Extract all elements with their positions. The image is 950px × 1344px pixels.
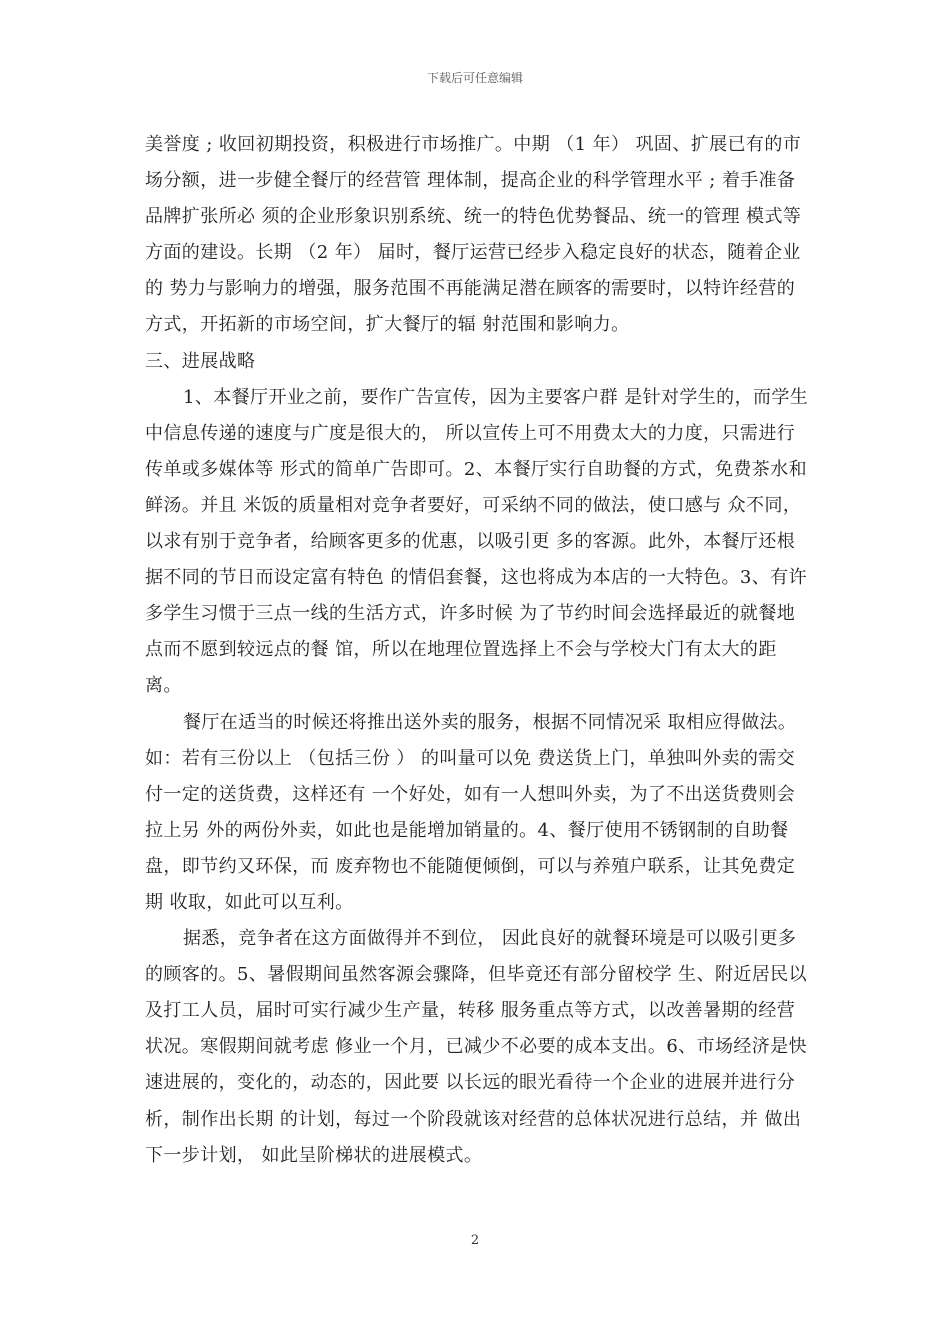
document-body bbox=[145, 127, 813, 1174]
section-heading: 三、进展战略 bbox=[145, 350, 256, 372]
paragraph-2: 1、本餐厅开业之前，要作广告宣传，因为主要客户群 是针对学生的，而学生中信息传递的速度与广度是很大的， 所以宣传上可不用费太大的力度，只需进行传单或多媒体等 形式的简单广告即可。2、本餐厅实行自助餐的方式，免费茶水和鲜汤。并且 米饭的质量相对竞争者要好，可采纳不同的做法，使口感与 众不同，以求有别于竞争者，给顾客更多的优惠，以吸引更 多的客源。此外，本餐厅还根据不同的节日而设定富有特色 的情侣套餐，这也将成为本店的一大特色。3、有许多学生习惯于三点一线的生活方式，许多时候 为了节约时间会选择最近的就餐地点而不愿到较远点的餐 馆，所以在地理位置选择上不会与学校大门有太大的距离。 bbox=[145, 386, 809, 697]
paragraph-4: 据悉，竞争者在这方面做得并不到位， 因此良好的就餐环境是可以吸引更多的顾客的。5、暑假期间虽然客源会骤降，但毕竟还有部分留校学 生、附近居民以及打工人员，届时可实行减少生产量，转移 服务重点等方式，以改善暑期的经营状况。寒假期间就考虑 修业一个月，已减少不必要的成本支出。6、市场经济是快速进展的，变化的，动态的，因此要 以长远的眼光看待一个企业的进展并进行分析，制作出长期 的计划，每过一个阶段就该对经营的总体状况进行总结，并 做出下一步计划， 如此呈阶梯状的进展模式。 bbox=[145, 928, 807, 1166]
paragraph-1: 美誉度 ; 收回初期投资，积极进行市场推广。中期 （1 年） 巩固、扩展已有的市场分额，进一步健全餐厅的经营管 理体制，提高企业的科学管理水平 ; 着手准备品牌扩张所必 须的企业形象识别系统、统一的特色优势餐品、统一的管理 模式等方面的建设。长期 （2 年） 届时，餐厅运营已经步入稳定良好的状态，随着企业的 势力与影响力的增强，服务范围不再能满足潜在顾客的需要时，以特许经营的方式，开拓新的市场空间，扩大餐厅的辐 射范围和影响力。 bbox=[145, 134, 802, 336]
paragraph-3: 餐厅在适当的时候还将推出送外卖的服务，根据不同情况采 取相应得做法。如：若有三份以上 （包括三份 ） 的叫量可以免 费送货上门，单独叫外卖的需交付一定的送货费，这样还有 一个好处，如有一人想叫外卖，为了不出送货费则会拉上另 外的两份外卖，如此也是能增加销量的。4、餐厅使用不锈钢制的自助餐盘，即节约又环保，而 废弃物也不能随便倾倒，可以与养殖户联系，让其免费定期 收取，如此可以互利。 bbox=[145, 711, 797, 913]
page-header: 下载后可任意编辑 bbox=[426, 71, 523, 85]
page-number: 2 bbox=[470, 1233, 480, 1248]
